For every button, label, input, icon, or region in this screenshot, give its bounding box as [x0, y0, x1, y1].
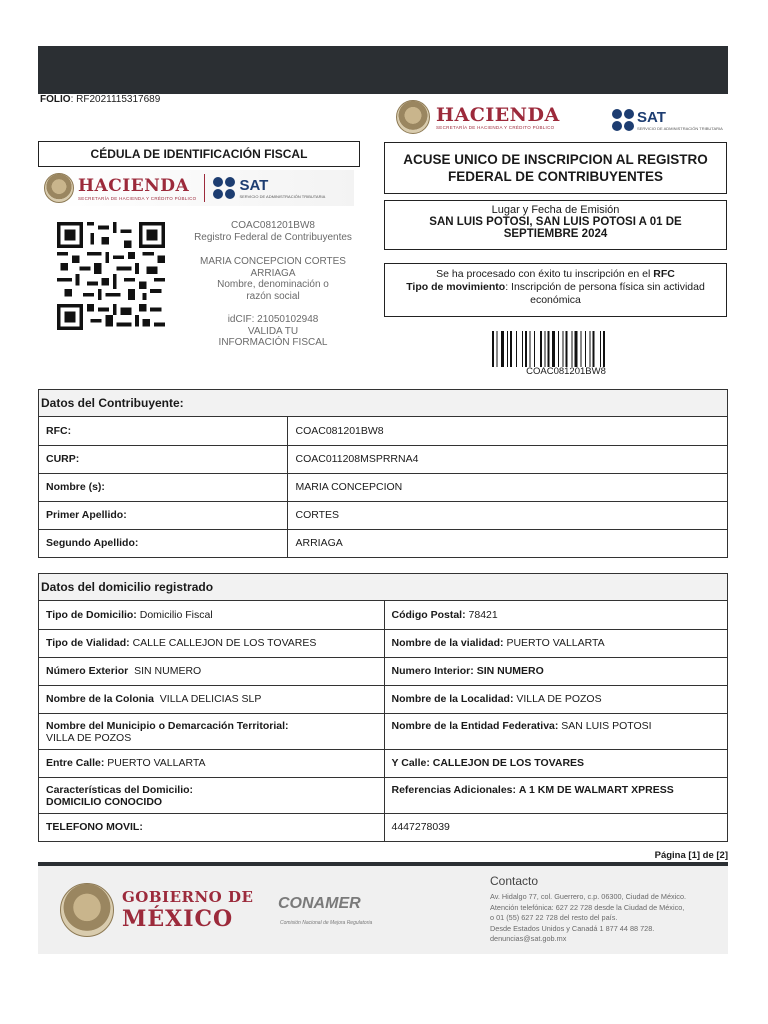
cedula-name-caption: Nombre, denominación o razón social	[217, 279, 329, 302]
mexico-seal-icon	[396, 100, 430, 134]
contacto-email[interactable]: denuncias@sat.gob.mx	[490, 934, 567, 943]
page-number: Página [1] de [2]	[654, 850, 728, 861]
field-label: RFC:	[46, 424, 72, 437]
sat-dots-icon	[612, 109, 634, 131]
mexico-seal-icon	[60, 883, 114, 937]
domicilio-section	[38, 573, 728, 842]
table-row: Características del Domicilio: DOMICILIO CONOCIDO Referencias Adicionales: A 1 KM DE WALMART XPRESS	[39, 777, 727, 813]
hacienda-wordmark: HACIENDA	[436, 103, 560, 126]
lugar-value: SAN LUIS POTOSI, SAN LUIS POTOSI A 01 DE SEPTIEMBRE 2024	[429, 216, 682, 240]
table-row: TELEFONO MOVIL: 4447278039	[39, 813, 727, 841]
conamer-logo: CONAMER	[278, 895, 361, 912]
domicilio-table	[39, 601, 727, 841]
barcode-icon	[492, 331, 640, 367]
sat-subtitle: SERVICIO DE ADMINISTRACIÓN TRIBUTARIA	[637, 125, 723, 131]
table-row: Entre Calle: PUERTO VALLARTA Y Calle: CALLEJON DE LOS TOVARES	[39, 749, 727, 777]
table-row	[39, 501, 727, 529]
hacienda-wordmark: HACIENDA	[78, 175, 190, 196]
mexico-seal-icon	[44, 173, 74, 203]
sat-wordmark: SAT	[239, 176, 269, 194]
field-value: ARRIAGA	[287, 529, 727, 557]
cedula-rfc-caption: Registro Federal de Contribuyentes	[194, 231, 352, 243]
table-row: Tipo de Domicilio: Domicilio Fiscal Código Postal: 78421	[39, 601, 727, 629]
table-row: Nombre de la Colonia VILLA DELICIAS SLP Nombre de la Localidad: VILLA DE POZOS	[39, 685, 727, 713]
table-row	[39, 473, 727, 501]
field-label: Nombre (s):	[39, 473, 287, 501]
table-row	[39, 417, 727, 445]
hacienda-subtitle: SECRETARÍA DE HACIENDA Y CRÉDITO PÚBLICO	[436, 124, 555, 130]
sat-dots-icon	[213, 177, 235, 199]
procesado-notice: Se ha procesado con éxito tu inscripción en el RFC Tipo de movimiento: Inscripción de persona física sin actividad económica	[384, 263, 727, 317]
sat-subtitle: SERVICIO DE ADMINISTRACIÓN TRIBUTARIA	[239, 193, 326, 199]
cedula-title: CÉDULA DE IDENTIFICACIÓN FISCAL	[38, 141, 360, 167]
lugar-label: Lugar y Fecha de Emisión	[491, 204, 620, 216]
field-label: Segundo Apellido:	[39, 529, 287, 557]
gobierno-mexico-logo	[60, 880, 260, 940]
contacto-line: Atención telefónica: 627 22 728 desde la Ciudad de México,	[490, 902, 685, 912]
cedula-valida: VALIDA TU INFORMACIÓN FISCAL	[218, 325, 328, 348]
hacienda-subtitle: SECRETARÍA DE HACIENDA Y CRÉDITO PÚBLICO	[78, 195, 197, 201]
field-value: COAC011208MSPRRNA4	[287, 445, 727, 473]
gob-line1: GOBIERNO DE	[122, 888, 254, 906]
conamer-subtitle: Comisión Nacional de Mejora Regulatoria	[280, 920, 373, 926]
field-value: MARIA CONCEPCION	[287, 473, 727, 501]
field-label: CURP:	[39, 445, 287, 473]
contacto-line: o 01 (55) 627 22 728 del resto del país.	[490, 913, 618, 922]
table-row: Nombre del Municipio o Demarcación Territorial: VILLA DE POZOS Nombre de la Entidad Federativa: SAN LUIS POTOSI	[39, 713, 727, 749]
cedula-rfc: COAC081201BW8	[231, 220, 315, 231]
logo-divider	[204, 174, 205, 202]
lugar-fecha	[384, 200, 727, 250]
gob-line2: MÉXICO	[122, 906, 234, 932]
header-bar	[38, 46, 728, 94]
contacto-block	[490, 874, 722, 945]
contribuyente-table	[39, 417, 727, 557]
sat-logo	[612, 104, 726, 136]
acuse-title: ACUSE UNICO DE INSCRIPCION AL REGISTRO FEDERAL DE CONTRIBUYENTES	[384, 142, 727, 194]
cedula-name: MARIA CONCEPCION CORTES ARRIAGA	[200, 256, 346, 279]
cedula-info	[190, 220, 356, 349]
barcode-text: COAC081201BW8	[526, 366, 606, 377]
contacto-line: Av. Hidalgo 77, col. Guerrero, c.p. 06300, Ciudad de México.	[490, 892, 687, 901]
table-row: Número Exterior SIN NUMERO Numero Interior: SIN NUMERO	[39, 657, 727, 685]
contacto-line: Desde Estados Unidos y Canadá 1 877 44 88 728.	[490, 923, 655, 933]
contribuyente-title: Datos del Contribuyente:	[39, 390, 727, 417]
folio: FOLIO: RF2021115317689	[40, 94, 161, 105]
table-row: Tipo de Vialidad: CALLE CALLEJON DE LOS TOVARES Nombre de la vialidad: PUERTO VALLARTA	[39, 629, 727, 657]
table-row	[39, 529, 727, 557]
contribuyente-section	[38, 389, 728, 558]
contacto-title: Contacto	[490, 874, 539, 888]
qr-code-icon[interactable]	[56, 222, 166, 330]
sat-wordmark: SAT	[637, 108, 666, 126]
cedula-idcif: idCIF: 21050102948	[227, 314, 319, 325]
field-value: CORTES	[287, 501, 727, 529]
hacienda-logo	[396, 99, 596, 135]
card-logos	[42, 170, 354, 206]
field-value: COAC081201BW8	[287, 417, 727, 445]
field-label: Primer Apellido:	[39, 501, 287, 529]
domicilio-title: Datos del domicilio registrado	[39, 574, 727, 601]
table-row	[39, 445, 727, 473]
